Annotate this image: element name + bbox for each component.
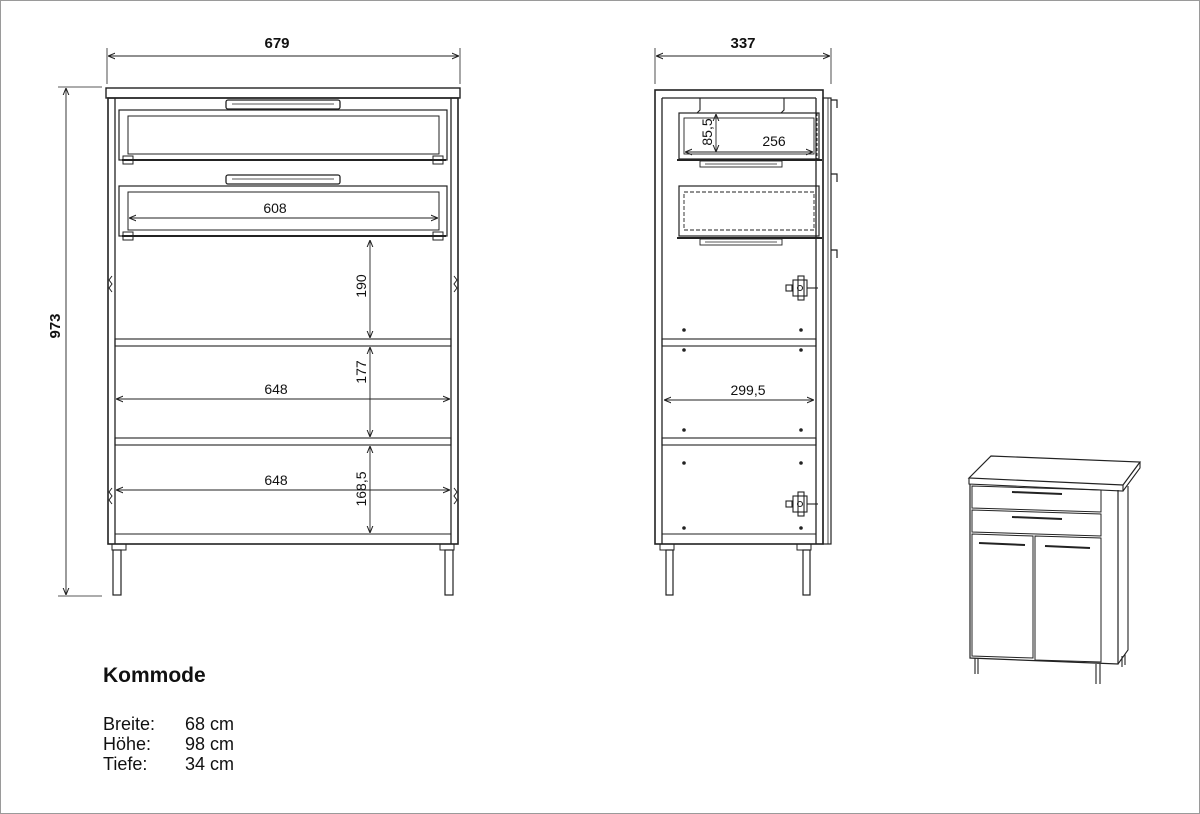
front-shelf-2	[115, 438, 451, 445]
side-shelf-2	[662, 438, 816, 445]
side-drawer-2	[679, 186, 819, 236]
drawer-depth-label: 256	[762, 133, 786, 149]
shelf-1-width-label: 648	[264, 381, 288, 397]
spec-value: 98 cm	[185, 734, 235, 754]
front-width-label: 679	[264, 35, 290, 52]
shelf-depth-label: 299,5	[730, 382, 766, 398]
side-view	[655, 48, 837, 595]
compartment-3-label: 168,5	[353, 471, 369, 507]
front-height-label: 973	[47, 313, 64, 339]
spec-row-depth	[103, 754, 234, 774]
compartment-2-label: 177	[353, 360, 369, 384]
product-title: Kommode	[103, 664, 206, 687]
front-top-plate	[106, 88, 460, 98]
spec-label: Tiefe:	[103, 754, 148, 774]
front-drawer-1	[119, 110, 447, 160]
spec-row-width	[103, 714, 234, 734]
side-leg-back	[666, 550, 673, 595]
side-shelf-1	[662, 339, 816, 346]
side-depth-label: 337	[730, 35, 756, 52]
spec-label: Höhe:	[103, 734, 152, 754]
drawer-height-label: 85,5	[699, 118, 715, 146]
spec-row-height	[103, 734, 234, 754]
front-leg-right	[445, 550, 453, 595]
side-door-panel	[823, 98, 831, 544]
drawer-width-label: 608	[263, 200, 287, 216]
compartment-1-label: 190	[353, 274, 369, 298]
spec-label: Breite:	[103, 714, 156, 734]
front-view	[58, 48, 460, 596]
shelf-2-width-label: 648	[264, 472, 288, 488]
front-leg-left	[113, 550, 121, 595]
perspective-view	[969, 456, 1140, 684]
front-shelf-1	[115, 339, 451, 346]
spec-value: 68 cm	[185, 714, 235, 734]
spec-value: 34 cm	[185, 754, 235, 774]
spec-list	[103, 714, 234, 774]
side-carcass	[655, 90, 823, 544]
side-leg-front	[803, 550, 810, 595]
lower-hinge	[786, 492, 818, 516]
upper-hinge	[786, 276, 818, 300]
